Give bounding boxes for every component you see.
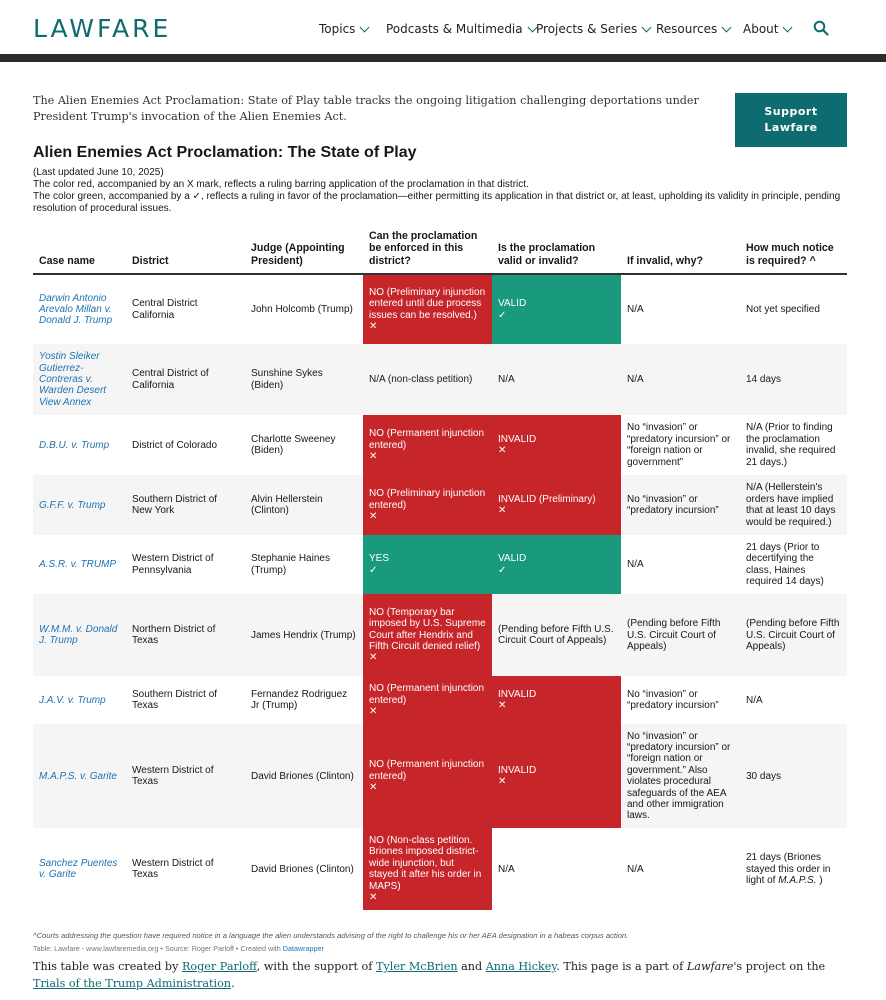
search-icon[interactable] (813, 20, 829, 36)
validity-cell: INVALID ✕ (492, 676, 621, 724)
x-mark-icon: ✕ (369, 705, 378, 717)
nav-projects[interactable]: Projects & Series (536, 22, 650, 36)
validity-cell: N/A (492, 344, 621, 415)
validity-cell: N/A (498, 863, 515, 875)
chevron-down-icon (783, 22, 793, 32)
footnote: ^Courts addressing the question have required notice in a language the alien understands advising of the right to challenge his or her AEA designation in a habeas corpus action. (33, 931, 629, 940)
why-cell: No “invasion” or “predatory incursion” or “foreign nation or government.” Also violates procedural safeguards of the AEA and other immigration laws. (621, 724, 740, 828)
table-row (33, 415, 847, 475)
district-cell: Western District of Texas (126, 724, 245, 828)
case-name[interactable]: Darwin Antonio Arevalo Millan v. Donald J. Trump (39, 292, 113, 327)
table-body (33, 274, 847, 910)
why-cell: (Pending before Fifth U.S. Circuit Court of Appeals) (621, 594, 740, 676)
district-cell: Central District California (132, 298, 198, 321)
x-mark-icon: ✕ (369, 321, 378, 333)
enforce-cell: N/A (non-class petition) (363, 344, 492, 415)
notice-cell: 14 days (740, 344, 847, 415)
x-mark-icon: ✕ (369, 892, 378, 904)
judge-cell: Charlotte Sweeney (Biden) (251, 433, 336, 457)
intro-text: The Alien Enemies Act Proclamation: State of Play table tracks the ongoing litigation challenging deportations under President Trump's invocation of the Alien Enemies Act. (33, 94, 699, 123)
case-name[interactable]: D.B.U. v. Trump (39, 439, 110, 451)
enforce-cell: NO (Non-class petition. Briones imposed district-wide injunction, but stayed it after his order in MAPS) ✕ (363, 828, 492, 910)
table-row (33, 274, 847, 344)
chevron-down-icon (722, 22, 732, 32)
nav-resources[interactable]: Resources (656, 22, 730, 36)
judge-cell: Alvin Hellerstein (Clinton) (245, 475, 363, 535)
state-of-play-table (33, 230, 847, 910)
x-mark-icon: ✕ (369, 652, 378, 664)
notice-cell: (Pending before Fifth U.S. Circuit Court of Appeals) (740, 594, 847, 676)
judge-cell: Stephanie Haines (Trump) (251, 553, 330, 576)
check-icon: ✓ (498, 309, 507, 321)
col-header[interactable]: If invalid, why? (621, 230, 740, 274)
table-row (33, 594, 847, 676)
x-mark-icon: ✕ (498, 505, 507, 517)
table-row (33, 344, 847, 415)
table-notes (33, 167, 843, 215)
why-cell: N/A (627, 559, 644, 571)
case-name[interactable]: G.F.F. v. Trump (33, 475, 126, 535)
case-name[interactable]: W.M.M. v. Donald J. Trump (33, 594, 126, 676)
enforce-cell: NO (Permanent injunction entered) ✕ (363, 724, 492, 828)
contributor-link[interactable]: Tyler McBrien (375, 960, 458, 973)
lawfare-logo[interactable]: LAWFARE (33, 14, 172, 43)
last-updated: (Last updated June 10, 2025) (33, 167, 164, 178)
why-cell: N/A (627, 863, 644, 875)
district-cell: District of Colorado (132, 439, 218, 451)
nav-about[interactable]: About (743, 22, 791, 36)
table-row (33, 724, 847, 828)
x-mark-icon: ✕ (369, 781, 378, 793)
col-header[interactable]: How much notice is required? ^ (740, 230, 847, 274)
why-cell: N/A (627, 304, 644, 316)
x-mark-icon: ✕ (369, 510, 378, 522)
validity-cell: INVALID ✕ (492, 724, 621, 828)
site-header (0, 0, 886, 54)
enforce-cell: NO (Temporary bar imposed by U.S. Supreme Court after Hendrix and Fifth Circuit denied relief) ✕ (363, 594, 492, 676)
col-header[interactable]: Case name (33, 230, 126, 274)
hero-image-strip (0, 54, 886, 62)
notice-cell: 21 days (Briones stayed this order in light of M.A.P.S. ) (746, 852, 831, 886)
notice-cell: N/A (Prior to finding the proclamation invalid, she required 21 days.) (746, 422, 836, 468)
district-cell: Northern District of Texas (126, 594, 245, 676)
district-cell: Western District of Pennsylvania (132, 553, 214, 576)
x-mark-icon: ✕ (369, 450, 378, 462)
judge-cell: James Hendrix (Trump) (245, 594, 363, 676)
check-icon: ✓ (498, 564, 507, 576)
notice-cell: N/A (Hellerstein's orders have implied that at least 10 days would be required.) (740, 475, 847, 535)
credits-text: This table was created by Roger Parloff, with the support of Tyler McBrien and Anna Hickey. This page is a part of Lawfare's project on the Trials of the Trump Administration. (33, 960, 826, 990)
judge-cell: David Briones (Clinton) (251, 863, 354, 875)
validity-cell: (Pending before Fifth U.S. Circuit Court of Appeals) (492, 594, 621, 676)
table-row (33, 475, 847, 535)
enforce-cell: NO (Preliminary injunction entered until due process issues can be resolved.) ✕ (363, 274, 492, 344)
x-mark-icon: ✕ (498, 700, 507, 712)
x-mark-icon: ✕ (498, 776, 507, 788)
enforce-cell: YES ✓ (363, 535, 492, 594)
why-cell: No “invasion” or “predatory incursion” (627, 688, 719, 712)
validity-cell: VALID ✓ (492, 535, 621, 594)
case-name[interactable]: Yostin Sleiker Gutierrez-Contreras v. Warden Desert View Annex (33, 344, 126, 415)
district-cell: Central District of California (126, 344, 245, 415)
judge-cell: David Briones (Clinton) (245, 724, 363, 828)
validity-cell: VALID ✓ (492, 274, 621, 344)
enforce-cell: NO (Permanent injunction entered) ✕ (363, 415, 492, 475)
notice-cell: 30 days (740, 724, 847, 828)
col-header[interactable]: Judge (Appointing President) (245, 230, 363, 274)
case-name[interactable]: J.A.V. v. Trump (39, 694, 106, 706)
support-lawfare-button[interactable]: Support Lawfare (735, 93, 847, 147)
case-name[interactable]: M.A.P.S. v. Garite (33, 724, 126, 828)
why-cell: N/A (621, 344, 740, 415)
case-name[interactable]: A.S.R. v. TRUMP (39, 559, 117, 571)
notice-cell: Not yet specified (746, 304, 820, 316)
note-green: The color green, accompanied by a ✓, reflects a ruling in favor of the proclamation—either permitting its application in that district or, at least, upholding its validity in principle, pending resolution of procedural issues. (33, 191, 841, 214)
notice-cell: N/A (746, 694, 763, 706)
notice-cell: 21 days (Prior to decertifying the class, Haines required 14 days) (746, 541, 824, 588)
validity-cell: INVALID ✕ (492, 415, 621, 475)
datawrapper-link[interactable]: Datawrapper (282, 944, 324, 953)
district-cell: Southern District of New York (126, 475, 245, 535)
table-row (33, 676, 847, 724)
enforce-cell: NO (Permanent injunction entered) ✕ (363, 676, 492, 724)
check-icon: ✓ (369, 564, 378, 576)
table-row (33, 828, 847, 910)
contributor-link[interactable]: Anna Hickey (485, 960, 557, 973)
enforce-cell: NO (Preliminary injunction entered) ✕ (363, 475, 492, 535)
table-header-row (33, 230, 847, 274)
why-cell: No “invasion” or “predatory incursion” (621, 475, 740, 535)
table-row (33, 535, 847, 594)
col-header[interactable]: Is the proclamation valid or invalid? (492, 230, 621, 274)
author-link[interactable]: Roger Parloff (181, 960, 257, 973)
project-link[interactable]: Trials of the Trump Administration (33, 977, 232, 990)
chevron-down-icon (360, 22, 370, 32)
nav-topics[interactable]: Topics (319, 22, 368, 36)
col-header[interactable]: District (126, 230, 245, 274)
x-mark-icon: ✕ (498, 445, 507, 457)
chevron-down-icon (642, 22, 652, 32)
note-red: The color red, accompanied by an X mark, reflects a ruling barring application of the proclamation in that district. (33, 179, 529, 190)
table-title: Alien Enemies Act Proclamation: The State of Play (33, 144, 417, 161)
judge-cell: Fernandez Rodriguez Jr (Trump) (251, 688, 348, 712)
case-name[interactable]: Sanchez Puentes v. Garite (39, 857, 118, 881)
district-cell: Western District of Texas (132, 857, 214, 881)
district-cell: Southern District of Texas (132, 688, 218, 712)
table-source: Table: Lawfare - www.lawfaremedia.org • Source: Roger Parloff • Created with Datawrapper (33, 944, 324, 953)
why-cell: No “invasion” or “predatory incursion” or “foreign nation or government” (627, 422, 731, 468)
nav-podcasts[interactable]: Podcasts & Multimedia (386, 22, 536, 36)
validity-cell: INVALID (Preliminary) ✕ (492, 475, 621, 535)
judge-cell: John Holcomb (Trump) (251, 304, 353, 316)
col-header[interactable]: Can the proclamation be enforced in this district? (363, 230, 492, 274)
judge-cell: Sunshine Sykes (Biden) (245, 344, 363, 415)
